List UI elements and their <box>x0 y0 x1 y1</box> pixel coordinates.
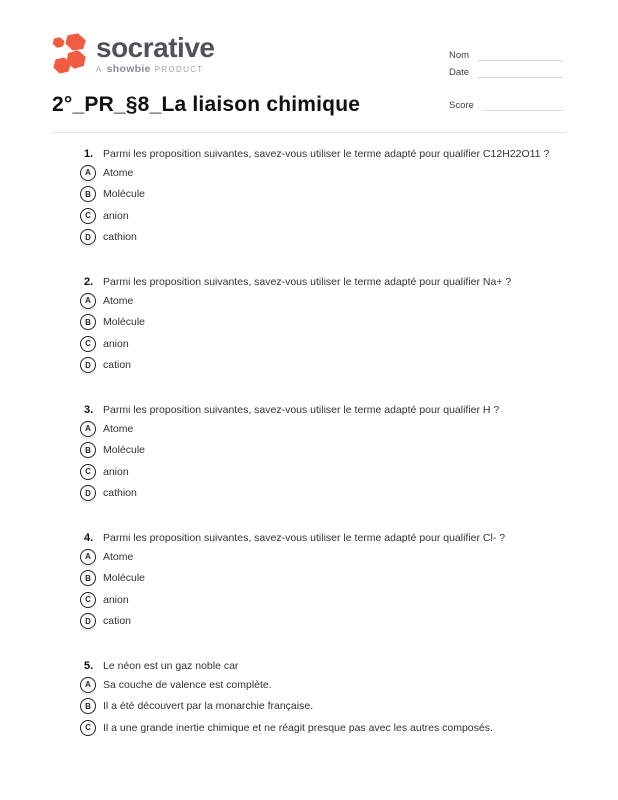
answer-option-a <box>80 549 562 565</box>
answer-letter-bubble: B <box>80 186 96 202</box>
answer-option-label: Atome <box>103 550 134 563</box>
answer-letter-bubble: D <box>80 485 96 501</box>
answer-option-d <box>80 229 562 245</box>
answer-options <box>80 421 562 502</box>
answer-letter-bubble: C <box>80 208 96 224</box>
answer-letter-bubble: A <box>80 293 96 309</box>
question-header <box>80 658 562 674</box>
answer-letter-bubble: B <box>80 314 96 330</box>
answer-option-label: Molécule <box>103 444 146 456</box>
answer-letter-bubble: A <box>80 165 96 181</box>
score-field-blank-line <box>483 100 563 111</box>
name-field <box>449 48 563 61</box>
score-field <box>449 98 563 111</box>
answer-options <box>80 549 562 630</box>
answer-letter-bubble: B <box>80 698 96 714</box>
answer-option-label: Atome <box>103 422 134 435</box>
answer-option-a <box>80 421 562 437</box>
hexagon-icon <box>64 31 87 54</box>
answer-option-c <box>80 464 562 480</box>
answer-option-d <box>80 357 562 373</box>
answer-letter-bubble: A <box>80 549 96 565</box>
name-field-blank-line <box>478 50 563 61</box>
question-header <box>80 146 562 162</box>
answer-option-c <box>80 592 562 608</box>
question-5 <box>80 658 562 736</box>
hexagon-cluster-icon <box>50 33 88 77</box>
answer-letter-bubble: D <box>80 357 96 373</box>
question-header <box>80 530 562 546</box>
answer-option-c <box>80 720 562 736</box>
answer-letter-bubble: C <box>80 336 96 352</box>
answer-options <box>80 677 562 736</box>
tagline-suffix: PRODUCT <box>154 65 204 74</box>
answer-option-label: anion <box>103 337 129 350</box>
answer-option-label: Il a été découvert par la monarchie française. <box>103 700 314 712</box>
answer-option-c <box>80 208 562 224</box>
answer-letter-bubble: B <box>80 570 96 586</box>
question-3 <box>80 402 562 501</box>
answer-option-label: cation <box>103 615 132 627</box>
answer-letter-bubble: D <box>80 613 96 629</box>
answer-option-d <box>80 613 562 629</box>
date-field <box>449 65 563 78</box>
answer-letter-bubble: B <box>80 442 96 458</box>
question-number: 3. <box>84 404 94 416</box>
hexagon-icon <box>52 36 65 49</box>
answer-option-c <box>80 336 562 352</box>
question-number: 2. <box>84 276 94 288</box>
tagline-prefix: A <box>96 65 103 74</box>
answer-letter-bubble: A <box>80 421 96 437</box>
question-1 <box>80 146 562 245</box>
answer-option-label: cathion <box>103 231 137 243</box>
answer-option-label: Molécule <box>103 316 146 328</box>
answer-letter-bubble: D <box>80 229 96 245</box>
name-field-label: Nom <box>449 50 470 61</box>
question-number: 5. <box>84 660 94 672</box>
answer-option-label: Atome <box>103 294 134 307</box>
answer-option-label: Sa couche de valence est complète. <box>103 678 272 691</box>
socrative-logo <box>50 33 214 77</box>
date-field-label: Date <box>449 67 470 78</box>
question-header <box>80 402 562 418</box>
answer-option-label: cation <box>103 359 132 371</box>
answer-option-label: anion <box>103 465 129 478</box>
date-field-blank-line <box>478 67 563 78</box>
question-2 <box>80 274 562 373</box>
answer-option-label: Molécule <box>103 572 146 584</box>
question-text: Parmi les proposition suivantes, savez-vous utiliser le terme adapté pour qualifier H ? <box>103 404 500 416</box>
answer-option-b <box>80 570 562 586</box>
answer-option-b <box>80 186 562 202</box>
answer-options <box>80 165 562 246</box>
quiz-title: 2°_PR_§8_La liaison chimique <box>52 93 361 116</box>
brand-tagline <box>96 63 214 75</box>
answer-option-a <box>80 165 562 181</box>
question-text: Parmi les proposition suivantes, savez-vous utiliser le terme adapté pour qualifier Na+ ? <box>103 276 512 288</box>
answer-option-label: anion <box>103 209 129 222</box>
answer-option-a <box>80 293 562 309</box>
answer-option-b <box>80 442 562 458</box>
question-header <box>80 274 562 290</box>
answer-option-label: Molécule <box>103 188 146 200</box>
question-text: Parmi les proposition suivantes, savez-vous utiliser le terme adapté pour qualifier C12H22O11 ? <box>103 148 550 160</box>
question-number: 1. <box>84 148 94 160</box>
answer-option-a <box>80 677 562 693</box>
brand-wordmark: socrative <box>96 32 215 63</box>
question-4 <box>80 530 562 629</box>
questions-list <box>80 146 562 765</box>
answer-options <box>80 293 562 374</box>
answer-option-b <box>80 698 562 714</box>
question-text: Le néon est un gaz noble car <box>103 660 239 672</box>
logo-text <box>96 33 214 75</box>
answer-option-b <box>80 314 562 330</box>
question-text: Parmi les proposition suivantes, savez-vous utiliser le terme adapté pour qualifier Cl- ? <box>103 532 506 544</box>
answer-letter-bubble: C <box>80 592 96 608</box>
answer-option-label: anion <box>103 593 129 606</box>
score-field-label: Score <box>449 100 474 111</box>
answer-letter-bubble: A <box>80 677 96 693</box>
question-number: 4. <box>84 532 94 544</box>
answer-option-label: Atome <box>103 166 134 179</box>
tagline-showbie: showbie <box>106 63 151 75</box>
answer-option-label: cathion <box>103 487 137 499</box>
answer-letter-bubble: C <box>80 464 96 480</box>
header-divider <box>52 132 566 133</box>
answer-option-d <box>80 485 562 501</box>
answer-option-label: Il a une grande inertie chimique et ne réagit presque pas avec les autres composés. <box>103 721 493 734</box>
answer-letter-bubble: C <box>80 720 96 736</box>
